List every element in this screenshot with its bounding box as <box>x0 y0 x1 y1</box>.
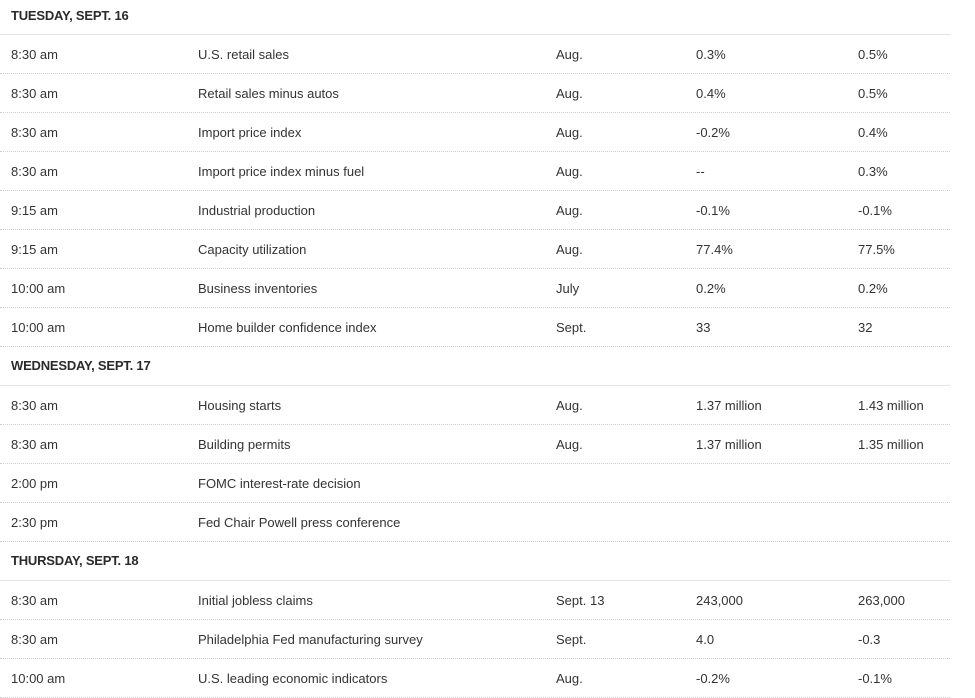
release-time: 2:00 pm <box>11 475 58 491</box>
forecast-value: 243,000 <box>696 592 743 608</box>
report-period: Aug. <box>556 241 583 257</box>
previous-value: 0.2% <box>858 280 888 296</box>
previous-value: 0.5% <box>858 46 888 62</box>
table-row <box>0 581 950 620</box>
report-name: Building permits <box>198 436 291 452</box>
previous-value: 1.43 million <box>858 397 924 413</box>
report-name: U.S. leading economic indicators <box>198 670 388 686</box>
report-name: Capacity utilization <box>198 241 307 257</box>
release-time: 9:15 am <box>11 202 58 218</box>
table-row <box>0 230 950 269</box>
table-row <box>0 269 950 308</box>
report-name: Philadelphia Fed manufacturing survey <box>198 631 423 647</box>
day-header <box>0 542 950 581</box>
release-time: 10:00 am <box>11 670 66 686</box>
table-row <box>0 191 950 230</box>
forecast-value: 77.4% <box>696 241 733 257</box>
release-time: 8:30 am <box>11 397 58 413</box>
report-period: Aug. <box>556 163 583 179</box>
forecast-value: -0.2% <box>696 670 730 686</box>
forecast-value: 4.0 <box>696 631 715 647</box>
release-time: 8:30 am <box>11 592 58 608</box>
previous-value: 77.5% <box>858 241 895 257</box>
report-name: Fed Chair Powell press conference <box>198 514 401 530</box>
table-row <box>0 74 950 113</box>
table-row <box>0 152 950 191</box>
previous-value: 32 <box>858 319 873 335</box>
report-period: Sept. 13 <box>556 592 605 608</box>
day-group <box>0 347 950 542</box>
release-time: 8:30 am <box>11 631 58 647</box>
day-group <box>0 0 950 347</box>
table-row <box>0 113 950 152</box>
table-row <box>0 386 950 425</box>
forecast-value: 0.4% <box>696 85 726 101</box>
report-name: Import price index minus fuel <box>198 163 365 179</box>
release-time: 8:30 am <box>11 46 58 62</box>
forecast-value: 33 <box>696 319 711 335</box>
report-name: Initial jobless claims <box>198 592 313 608</box>
release-time: 10:00 am <box>11 280 66 296</box>
day-label: THURSDAY, SEPT. 18 <box>11 553 139 568</box>
previous-value: 1.35 million <box>858 436 924 452</box>
table-row <box>0 659 950 698</box>
table-row <box>0 620 950 659</box>
report-name: Home builder confidence index <box>198 319 377 335</box>
table-row <box>0 308 950 347</box>
forecast-value: 0.3% <box>696 46 726 62</box>
forecast-value: 1.37 million <box>696 397 762 413</box>
day-header <box>0 347 950 386</box>
report-period: Aug. <box>556 124 583 140</box>
table-row <box>0 503 950 542</box>
report-period: Aug. <box>556 202 583 218</box>
previous-value: -0.1% <box>858 670 892 686</box>
previous-value: -0.3 <box>858 631 881 647</box>
report-name: Retail sales minus autos <box>198 85 339 101</box>
day-label: TUESDAY, SEPT. 16 <box>11 8 129 23</box>
report-name: FOMC interest-rate decision <box>198 475 361 491</box>
release-time: 8:30 am <box>11 436 58 452</box>
release-time: 8:30 am <box>11 163 58 179</box>
previous-value: 0.4% <box>858 124 888 140</box>
table-row <box>0 425 950 464</box>
report-period: Aug. <box>556 46 583 62</box>
report-period: Aug. <box>556 397 583 413</box>
report-name: Import price index <box>198 124 302 140</box>
previous-value: -0.1% <box>858 202 892 218</box>
report-name: Housing starts <box>198 397 282 413</box>
report-period: Sept. <box>556 631 587 647</box>
release-time: 8:30 am <box>11 124 58 140</box>
day-label: WEDNESDAY, SEPT. 17 <box>11 358 151 373</box>
report-name: Industrial production <box>198 202 316 218</box>
release-time: 9:15 am <box>11 241 58 257</box>
forecast-value: -- <box>696 163 705 179</box>
previous-value: 0.3% <box>858 163 888 179</box>
report-period: July <box>556 280 580 296</box>
forecast-value: -0.1% <box>696 202 730 218</box>
previous-value: 263,000 <box>858 592 905 608</box>
table-row <box>0 35 950 74</box>
forecast-value: 0.2% <box>696 280 726 296</box>
forecast-value: -0.2% <box>696 124 730 140</box>
table-row <box>0 464 950 503</box>
report-period: Aug. <box>556 436 583 452</box>
previous-value: 0.5% <box>858 85 888 101</box>
report-name: Business inventories <box>198 280 318 296</box>
forecast-value: 1.37 million <box>696 436 762 452</box>
release-time: 2:30 pm <box>11 514 58 530</box>
day-header <box>0 0 950 35</box>
release-time: 8:30 am <box>11 85 58 101</box>
release-time: 10:00 am <box>11 319 66 335</box>
report-name: U.S. retail sales <box>198 46 290 62</box>
report-period: Aug. <box>556 670 583 686</box>
report-period: Sept. <box>556 319 587 335</box>
day-group <box>0 542 950 698</box>
report-period: Aug. <box>556 85 583 101</box>
